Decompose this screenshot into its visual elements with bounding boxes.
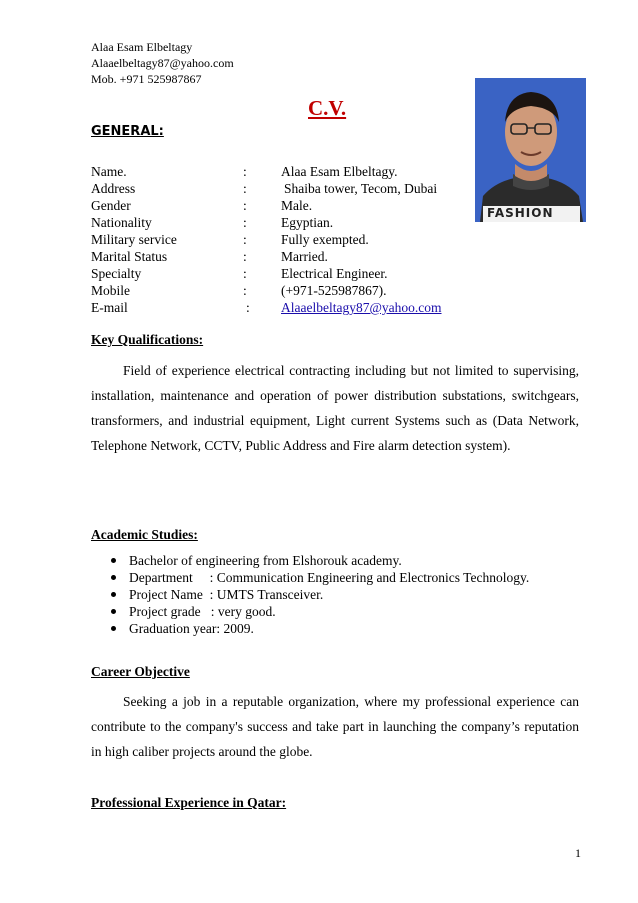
career-text: Seeking a job in a reputable organization, where my professional experience can contribute to the company's success and take part in launching the company’s reputation in high caliber projects around the globe. — [91, 694, 579, 759]
general-heading: GENERAL: — [91, 124, 164, 139]
list-item: Project grade : very good. — [91, 603, 591, 620]
academic-list — [91, 552, 591, 637]
bullet-icon — [111, 609, 116, 614]
mobile-value: (+971-525987867). — [281, 283, 387, 298]
qualifications-text: Field of experience electrical contracting including but not limited to supervising, installation, maintenance and operation of power distribution substations, switchgears, transformers, and industrial equipment, Light current Systems such as (Data Network, Telephone Network, CCTV, Public Address and Fire alarm detection system). — [91, 363, 579, 453]
photo-shirt-text: FASHION — [487, 206, 554, 220]
header-email: Alaaelbeltagy87@yahoo.com — [91, 56, 234, 70]
name-value: Alaa Esam Elbeltagy. — [281, 164, 398, 179]
bullet-icon — [111, 592, 116, 597]
profile-photo — [475, 78, 586, 222]
specialty-colon: : — [243, 266, 247, 281]
page-number: 1 — [575, 846, 581, 860]
header-name: Alaa Esam Elbeltagy — [91, 40, 193, 54]
name-colon: : — [243, 164, 247, 179]
list-item: Bachelor of engineering from Elshorouk academy. — [91, 552, 591, 569]
nationality-label: Nationality — [91, 215, 152, 230]
address-value: Shaiba tower, Tecom, Dubai — [284, 181, 438, 196]
email-link[interactable]: Alaaelbeltagy87@yahoo.com — [281, 300, 442, 315]
career-heading: Career Objective — [91, 664, 190, 679]
gender-label: Gender — [91, 198, 131, 213]
marital-colon: : — [243, 249, 247, 264]
marital-label: Marital Status — [91, 249, 168, 264]
nationality-colon: : — [243, 215, 247, 230]
bullet-icon — [111, 558, 116, 563]
bullet-icon — [111, 626, 116, 631]
list-item: Graduation year: 2009. — [91, 620, 591, 637]
email-colon: : — [246, 300, 250, 315]
military-value: Fully exempted. — [281, 232, 369, 247]
military-colon: : — [243, 232, 247, 247]
list-item: Department : Communication Engineering and Electronics Technology. — [91, 569, 591, 586]
gender-colon: : — [243, 198, 247, 213]
qualifications-heading: Key Qualifications: — [91, 332, 204, 347]
address-colon: : — [243, 181, 247, 196]
experience-heading: Professional Experience in Qatar: — [91, 795, 287, 810]
person-portrait-icon — [475, 78, 586, 222]
header-mobile: Mob. +971 525987867 — [91, 72, 202, 86]
mobile-colon: : — [243, 283, 247, 298]
email-label: E-mail — [91, 300, 128, 315]
military-label: Military service — [91, 232, 177, 247]
cv-title: C.V. — [308, 96, 347, 120]
academic-heading: Academic Studies: — [91, 527, 198, 542]
nationality-value: Egyptian. — [281, 215, 334, 230]
mobile-label: Mobile — [91, 283, 130, 298]
list-item: Project Name : UMTS Transceiver. — [91, 586, 591, 603]
name-label: Name. — [91, 164, 127, 179]
address-label: Address — [91, 181, 136, 196]
specialty-value: Electrical Engineer. — [281, 266, 388, 281]
gender-value: Male. — [281, 198, 313, 213]
bullet-icon — [111, 575, 116, 580]
marital-value: Married. — [281, 249, 328, 264]
specialty-label: Specialty — [91, 266, 142, 281]
